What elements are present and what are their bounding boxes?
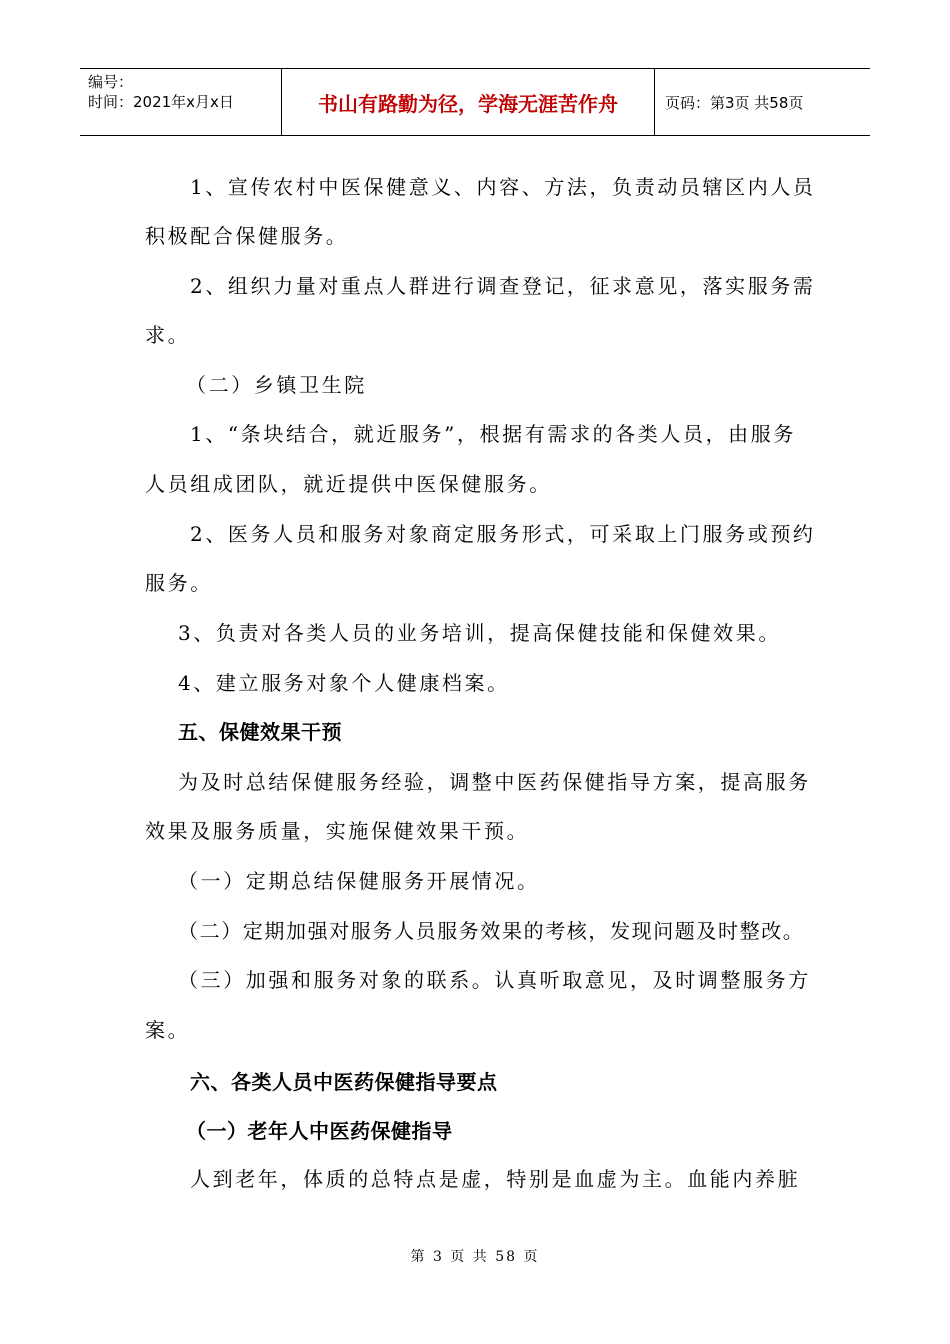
paragraph-line: （一）定期总结保健服务开展情况。	[178, 869, 540, 893]
section-heading: 五、保健效果干预	[178, 720, 342, 744]
page-header	[80, 68, 870, 136]
paragraph-line: （二）定期加强对服务人员服务效果的考核，发现问题及时整改。	[178, 919, 805, 943]
paragraph-line: 1、宣传农村中医保健意义、内容、方法，负责动员辖区内人员	[190, 175, 816, 199]
header-meta-cell	[80, 69, 282, 135]
paragraph-line: 案。	[145, 1018, 191, 1042]
page-footer: 第 3 页 共 58 页	[410, 1249, 540, 1265]
paragraph-line: 积极配合保健服务。	[145, 224, 349, 248]
paragraph-line: 4、建立服务对象个人健康档案。	[178, 671, 510, 695]
paragraph-line: （三）加强和服务对象的联系。认真听取意见，及时调整服务方	[178, 968, 811, 992]
header-page-info: 页码：第3页 共58页	[665, 93, 804, 112]
paragraph-line: 人到老年，体质的总特点是虚，特别是血虚为主。血能内养脏	[190, 1167, 801, 1191]
header-motto: 书山有路勤为径，学海无涯苦作舟	[282, 69, 655, 135]
paragraph-line: 3、负责对各类人员的业务培训，提高保健技能和保健效果。	[178, 621, 781, 645]
section-heading: 六、各类人员中医药保健指导要点	[190, 1070, 498, 1094]
section-subheading: （二）乡镇卫生院	[186, 373, 367, 397]
paragraph-line: 2、医务人员和服务对象商定服务形式，可采取上门服务或预约	[190, 522, 816, 546]
paragraph-line: 人员组成团队，就近提供中医保健服务。	[145, 472, 552, 496]
paragraph-line: 求。	[145, 323, 191, 347]
document-date-label: 时间：2021年x月x日	[88, 93, 234, 111]
document-number-label: 编号：	[88, 73, 134, 91]
paragraph-line: 效果及服务质量，实施保健效果干预。	[145, 819, 530, 843]
paragraph-line: 1、“条块结合，就近服务”，根据有需求的各类人员，由服务	[190, 422, 796, 446]
paragraph-line: 服务。	[145, 571, 213, 595]
section-subheading: （一）老年人中医药保健指导	[186, 1119, 453, 1143]
paragraph-line: 2、组织力量对重点人群进行调查登记，征求意见，落实服务需	[190, 274, 816, 298]
paragraph-line: 为及时总结保健服务经验，调整中医药保健指导方案，提高服务	[178, 770, 811, 794]
